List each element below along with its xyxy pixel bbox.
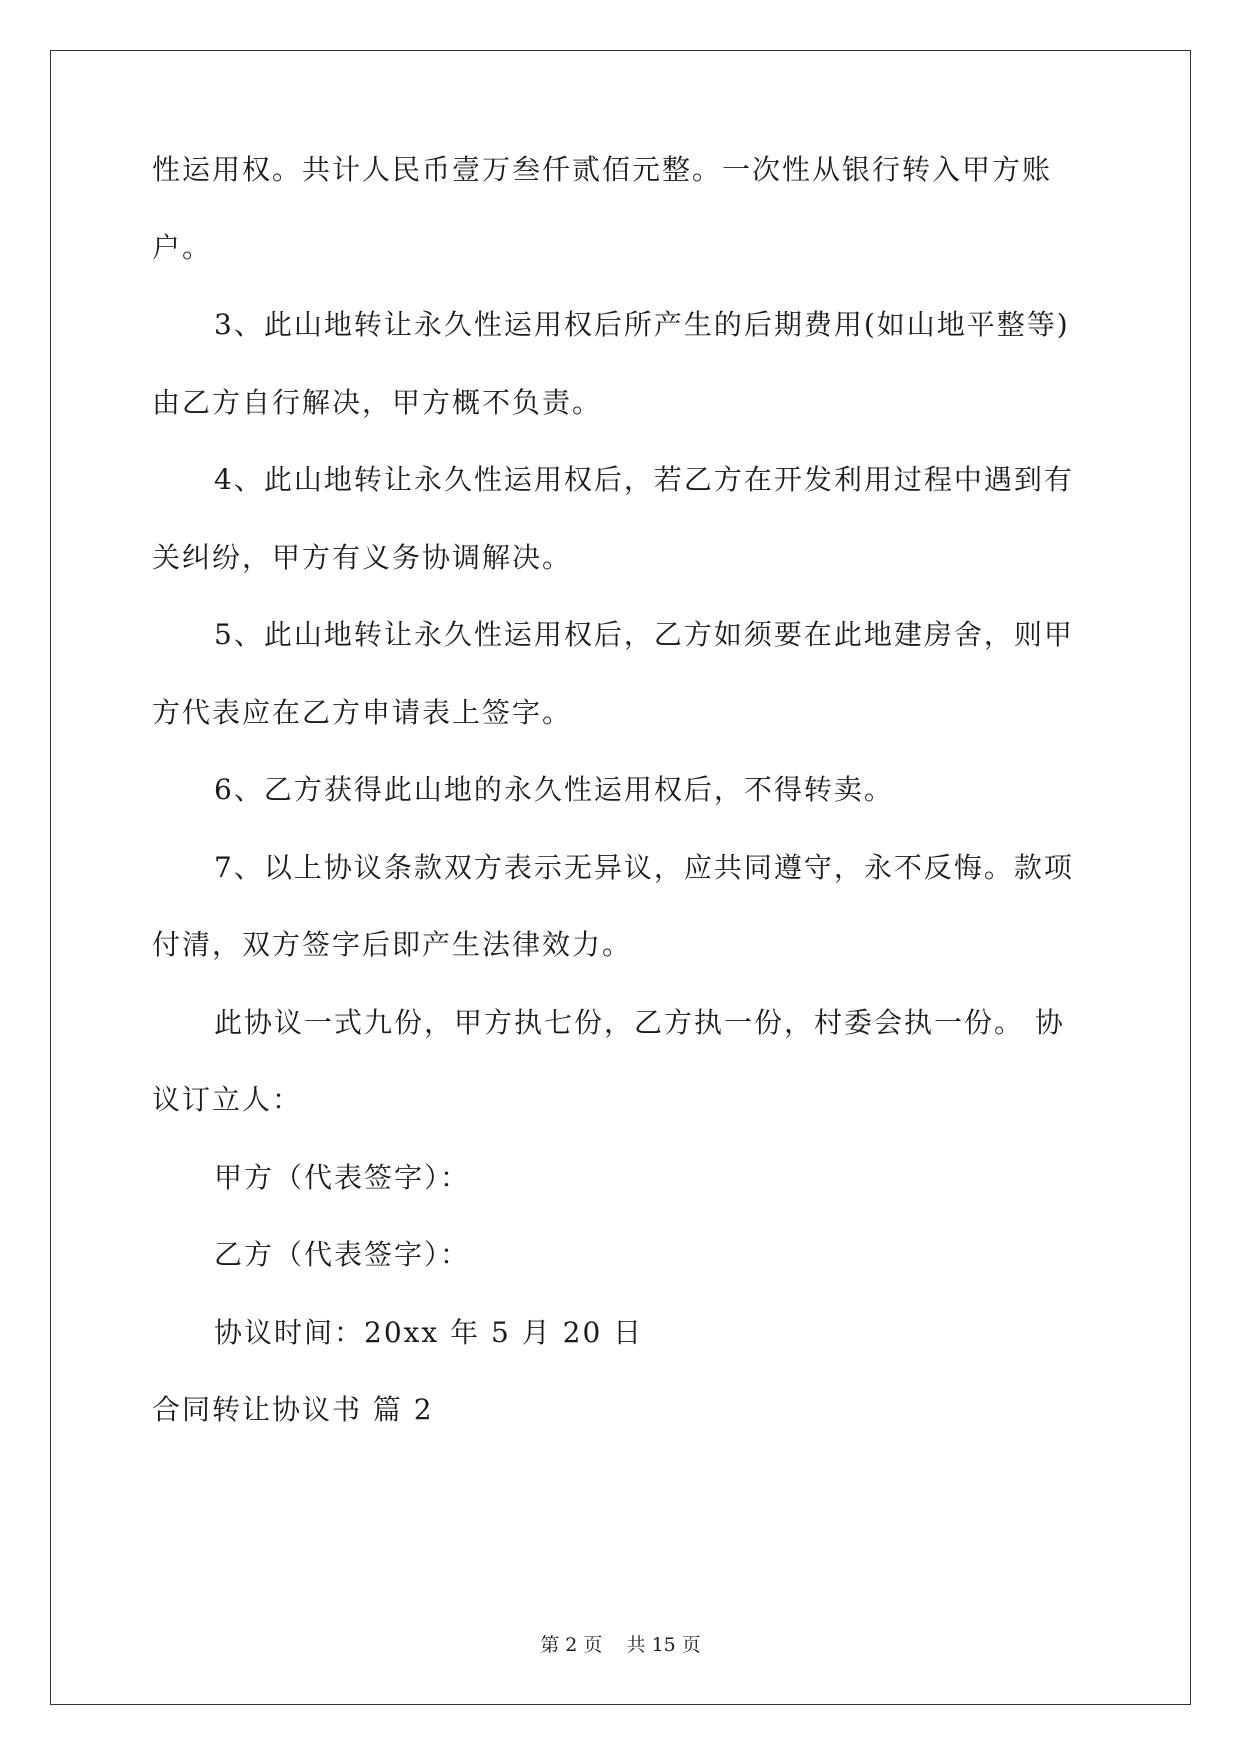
section-heading: 合同转让协议书 篇 2 [152,1393,434,1426]
page-footer: 第 2 页 共 15 页 [540,1634,701,1656]
copies-line-1: 此协议一式九份，甲方执七份，乙方执一份，村委会执一份。 协 [214,1006,1065,1039]
clause-5-line-1: 5、此山地转让永久性运用权后，乙方如须要在此地建房舍，则甲 [214,618,1074,651]
clause-4-line-2: 关纠纷，甲方有义务协调解决。 [152,541,573,574]
clause-3-line-1: 3、此山地转让永久性运用权后所产生的后期费用(如山地平整等) [214,308,1070,341]
clause-5-line-2: 方代表应在乙方申请表上签字。 [152,696,573,729]
clause-3-line-2: 由乙方自行解决，甲方概不负责。 [152,386,603,419]
clause-7-line-2: 付清，双方签字后即产生法律效力。 [152,928,633,961]
party-a-signature-line: 甲方（代表签字）： [214,1161,471,1194]
clause-4-line-1: 4、此山地转让永久性运用权后，若乙方在开发利用过程中遇到有 [214,463,1074,496]
paragraph-1-line-2: 户。 [152,231,213,264]
paragraph-1-line-1: 性运用权。共计人民币壹万叁仟贰佰元整。一次性从银行转入甲方账 [152,153,1053,186]
agreement-date-line: 协议时间：20xx 年 5 月 20 日 [214,1316,644,1349]
clause-6-line-1: 6、乙方获得此山地的永久性运用权后，不得转卖。 [214,773,894,806]
party-b-signature-line: 乙方（代表签字）： [214,1238,471,1271]
copies-line-2: 议订立人： [152,1083,303,1116]
clause-7-line-1: 7、以上协议条款双方表示无异议，应共同遵守，永不反悔。款项 [214,851,1074,884]
